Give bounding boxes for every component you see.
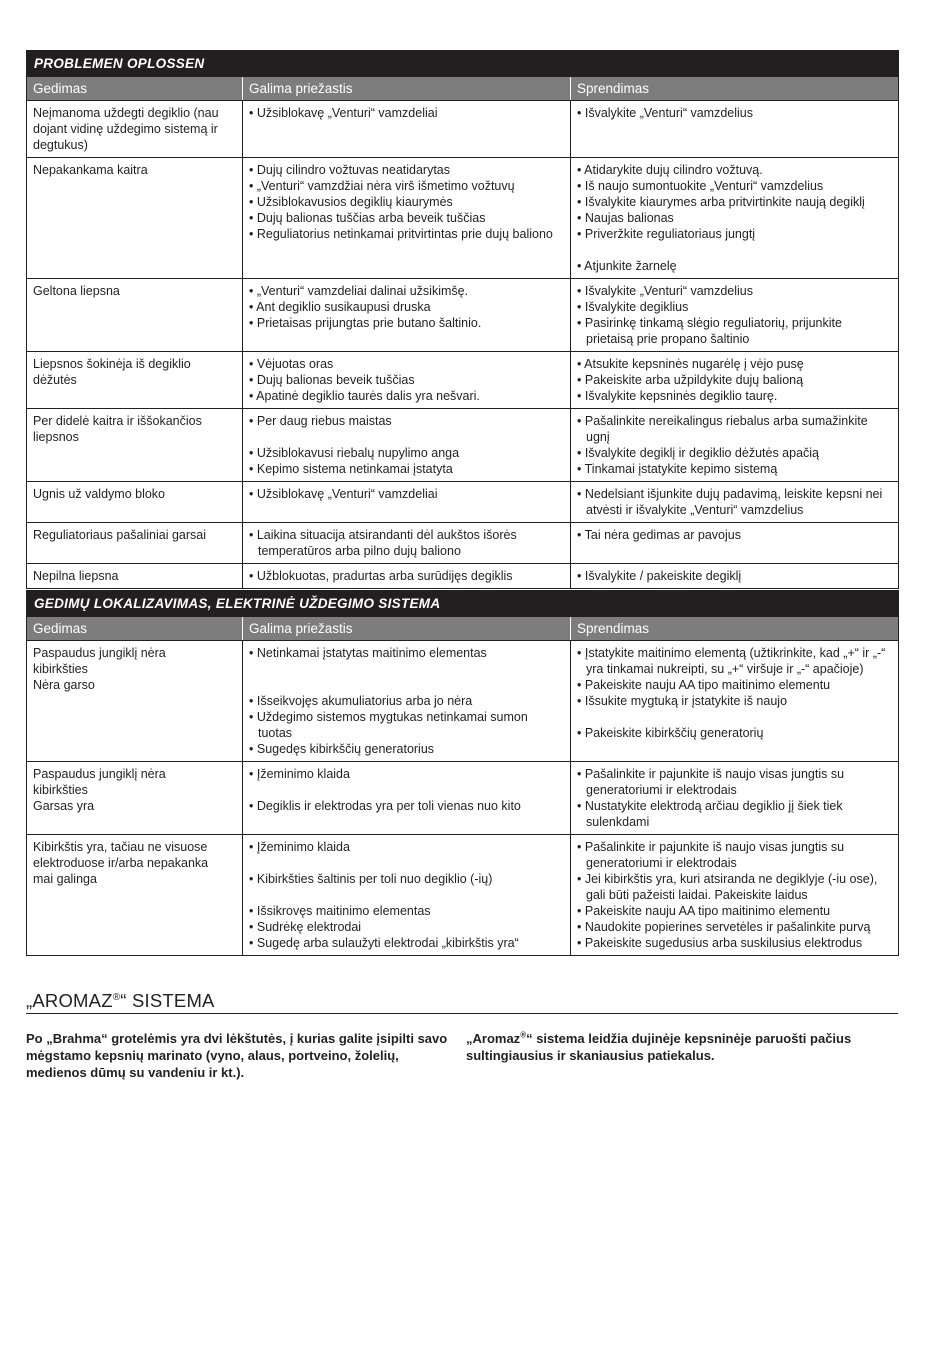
bullet-item: • Nedelsiant išjunkite dujų padavimą, leiskite kepsni nei atvėsti ir išvalykite „Venturi“ vamzdelius [577,486,892,518]
solution-cell [571,564,899,589]
spacer [577,242,892,258]
bullet-item: • Užsiblokavę „Venturi“ vamzdeliai [249,486,564,502]
bullet-item: • Sudrėkę elektrodai [249,919,564,935]
bullet-item: • Išvalykite / pakeiskite degiklį [577,568,892,584]
section-heading [26,990,898,1014]
bullet-item: • Įžeminimo klaida [249,766,564,782]
table-row [27,564,899,589]
problem-cell [27,101,243,158]
cell-text: Nepilna liepsna [33,569,119,583]
cell-text: kibirkšties [33,662,88,676]
bullet-item: • Įžeminimo klaida [249,839,564,855]
table-row [27,409,899,482]
cell-text: Liepsnos šokinėja iš degiklio [33,357,191,371]
bullet-item: • Sugedę arba sulaužyti elektrodai „kibirkštis yra“ [249,935,564,951]
cause-cell [243,523,571,564]
troubleshooting-table [26,50,899,589]
registered-mark: ® [112,991,121,1003]
right-paragraph [466,1030,898,1064]
heading-text-end: “ SISTEMA [120,990,215,1011]
bullet-item: • Pašalinkite ir pajunkite iš naujo visas jungtis su generatoriumi ir elektrodais [577,839,892,871]
problem-cell [27,482,243,523]
bullet-item: • „Venturi“ vamzdeliai dalinai užsikimšę. [249,283,564,299]
cell-text: kibirkšties [33,783,88,797]
problem-cell [27,641,243,762]
cell-text: Reguliatoriaus pašaliniai garsai [33,528,207,542]
problem-cell [27,409,243,482]
spacer [249,887,564,903]
bullet-item: • Pašalinkite ir pajunkite iš naujo visas jungtis su generatoriumi ir elektrodais [577,766,892,798]
cell-text: Nėra garso [33,678,95,692]
table-row [27,641,899,762]
bullet-item: • Kibirkšties šaltinis per toli nuo degiklio (-ių) [249,871,564,887]
table-row [27,523,899,564]
bullet-item: • Išvalykite degiklį ir degiklio dėžutės apačią [577,445,892,461]
bullet-item: • Pašalinkite nereikalingus riebalus arba sumažinkite ugnį [577,413,892,445]
bullet-item: • Iš naujo sumontuokite „Venturi“ vamzdelius [577,178,892,194]
cell-text: Nepakankama kaitra [33,163,148,177]
cause-cell [243,409,571,482]
cell-text: liepsnos [33,430,79,444]
bullet-item: • Priveržkite reguliatoriaus jungtį [577,226,892,242]
table-row [27,835,899,956]
cell-text: Kibirkštis yra, tačiau ne visuose [33,840,208,854]
cause-cell [243,564,571,589]
bullet-item: • Išvalykite kepsninės degiklio taurę. [577,388,892,404]
bullet-item: • Užsiblokavusi riebalų nupylimo anga [249,445,564,461]
cell-text: Ugnis už valdymo bloko [33,487,166,501]
spacer [249,855,564,871]
bullet-item: • Degiklis ir elektrodas yra per toli vienas nuo kito [249,798,564,814]
cause-cell [243,762,571,835]
bullet-item: • Išsukite mygtuką ir įstatykite iš naujo [577,693,892,709]
cause-cell [243,158,571,279]
bullet-item: • Laikina situacija atsirandanti dėl aukštos išorės temperatūros arba pilno dujų baliono [249,527,564,559]
solution-cell [571,641,899,762]
problem-cell [27,158,243,279]
bullet-item: • Reguliatorius netinkamai pritvirtintas prie dujų baliono [249,226,564,242]
bullet-item: • Pakeiskite arba užpildykite dujų balioną [577,372,892,388]
table-row [27,352,899,409]
spacer [249,429,564,445]
cell-text: elektroduose ir/arba nepakanka [33,856,209,870]
spacer [577,709,892,725]
table-title: PROBLEMEN OPLOSSEN [27,51,899,77]
problem-cell [27,279,243,352]
bullet-item: • Išsikrovęs maitinimo elementas [249,903,564,919]
problem-cell [27,762,243,835]
solution-cell [571,158,899,279]
bullet-item: • Uždegimo sistemos mygtukas netinkamai sumon tuotas [249,709,564,741]
cause-cell [243,835,571,956]
cause-cell [243,352,571,409]
bullet-item: • Dujų balionas beveik tuščias [249,372,564,388]
cell-text: degtukus) [33,138,88,152]
bullet-item: • Išvalykite degiklius [577,299,892,315]
table-row [27,279,899,352]
bullet-item: • Atjunkite žarnelę [577,258,892,274]
paragraph-end: “ sistema leidžia dujinėje kepsninėje paruošti pačius sultingiausius ir skaniausius patiekalus. [466,1031,852,1063]
registered-mark: ® [520,1030,527,1040]
bullet-item: • Apatinė degiklio taurės dalis yra nešvari. [249,388,564,404]
bullet-item: • Sugedęs kibirkščių generatorius [249,741,564,757]
bullet-item: • Kepimo sistema netinkamai įstatyta [249,461,564,477]
cell-text: dojant vidinę uždegimo sistemą ir [33,122,218,136]
bullet-item: • Dujų cilindro vožtuvas neatidarytas [249,162,564,178]
spacer [249,677,564,693]
bullet-item: • Tinkamai įstatykite kepimo sistemą [577,461,892,477]
solution-cell [571,762,899,835]
solution-cell [571,523,899,564]
cell-text: Per didelė kaitra ir iššokančios [33,414,202,428]
bullet-item: • Prietaisas prijungtas prie butano šaltinio. [249,315,564,331]
bullet-item: • Pakeiskite sugedusius arba suskilusius elektrodus [577,935,892,951]
paragraph-start: „Aromaz [466,1031,521,1046]
cause-cell [243,482,571,523]
column-header-problem: Gedimas [27,617,243,641]
bullet-item: • Pakeiskite nauju AA tipo maitinimo elementu [577,903,892,919]
left-paragraph: Po „Brahma“ grotelėmis yra dvi lėkštutės, į kurias galite įsipilti savo mėgstamo kepsnių marinato (vyno, alaus, portveino, žolelių, medienos dūmų su vandeniu ir kt.). [26,1031,448,1080]
cell-text: dėžutės [33,373,77,387]
cell-text: Paspaudus jungiklį nėra [33,767,166,781]
solution-cell [571,101,899,158]
cause-cell [243,641,571,762]
bullet-item: • Atsukite kepsninės nugarėlę į vėjo pusę [577,356,892,372]
table-row [27,482,899,523]
cell-text: Geltona liepsna [33,284,120,298]
cell-text: mai galinga [33,872,97,886]
bullet-item: • „Venturi“ vamzdžiai nėra virš išmetimo vožtuvų [249,178,564,194]
bullet-item: • Išseikvojęs akumuliatorius arba jo nėra [249,693,564,709]
heading-text: „AROMAZ [26,990,113,1011]
bullet-item: • Naujas balionas [577,210,892,226]
column-header-cause: Galima priežastis [243,617,571,641]
problem-cell [27,564,243,589]
table-row [27,158,899,279]
spacer [249,661,564,677]
bullet-item: • Jei kibirkštis yra, kuri atsiranda ne degiklyje (-iu ose), gali būti pažeisti laidai. Pakeiskite laidus [577,871,892,903]
bullet-item: • Įstatykite maitinimo elementą (užtikrinkite, kad „+“ ir „-“ yra tinkamai nukreipti, su „+“ viršuje ir „-“ apačioje) [577,645,892,677]
column-header-problem: Gedimas [27,77,243,101]
bullet-item: • Išvalykite „Venturi“ vamzdelius [577,283,892,299]
problem-cell [27,523,243,564]
bullet-item: • Pakeiskite nauju AA tipo maitinimo elementu [577,677,892,693]
problem-cell [27,835,243,956]
bullet-item: • Per daug riebus maistas [249,413,564,429]
cell-text: Neįmanoma uždegti degiklio (nau [33,106,219,120]
bullet-item: • Užblokuotas, pradurtas arba surūdijęs degiklis [249,568,564,584]
cause-cell [243,279,571,352]
solution-cell [571,482,899,523]
bullet-item: • Ant degiklio susikaupusi druska [249,299,564,315]
bullet-item: • Tai nėra gedimas ar pavojus [577,527,892,543]
bullet-item: • Išvalykite „Venturi“ vamzdelius [577,105,892,121]
bullet-item: • Pakeiskite kibirkščių generatorių [577,725,892,741]
bullet-item: • Pasirinkę tinkamą slėgio reguliatorių, prijunkite prietaisą prie propano šaltinio [577,315,892,347]
bullet-item: • Netinkamai įstatytas maitinimo elementas [249,645,564,661]
ignition-troubleshooting-table [26,590,899,956]
solution-cell [571,279,899,352]
table-row [27,762,899,835]
column-header-cause: Galima priežastis [243,77,571,101]
bullet-item: • Dujų balionas tuščias arba beveik tuščias [249,210,564,226]
solution-cell [571,409,899,482]
problem-cell [27,352,243,409]
column-header-solution: Sprendimas [571,617,899,641]
solution-cell [571,835,899,956]
bullet-item: • Vėjuotas oras [249,356,564,372]
bullet-item: • Užsiblokavę „Venturi“ vamzdeliai [249,105,564,121]
bullet-item: • Naudokite popierines servetėles ir pašalinkite purvą [577,919,892,935]
table-row [27,101,899,158]
bullet-item: • Užsiblokavusios degiklių kiaurymės [249,194,564,210]
cell-text: Paspaudus jungiklį nėra [33,646,166,660]
bullet-item: • Nustatykite elektrodą arčiau degiklio jį šiek tiek sulenkdami [577,798,892,830]
spacer [249,782,564,798]
cell-text: Garsas yra [33,799,95,813]
cause-cell [243,101,571,158]
bullet-item: • Atidarykite dujų cilindro vožtuvą. [577,162,892,178]
solution-cell [571,352,899,409]
column-header-solution: Sprendimas [571,77,899,101]
bullet-item: • Išvalykite kiaurymes arba pritvirtinkite naują degiklį [577,194,892,210]
table-title: GEDIMŲ LOKALIZAVIMAS, ELEKTRINĖ UŽDEGIMO SISTEMA [27,591,899,617]
